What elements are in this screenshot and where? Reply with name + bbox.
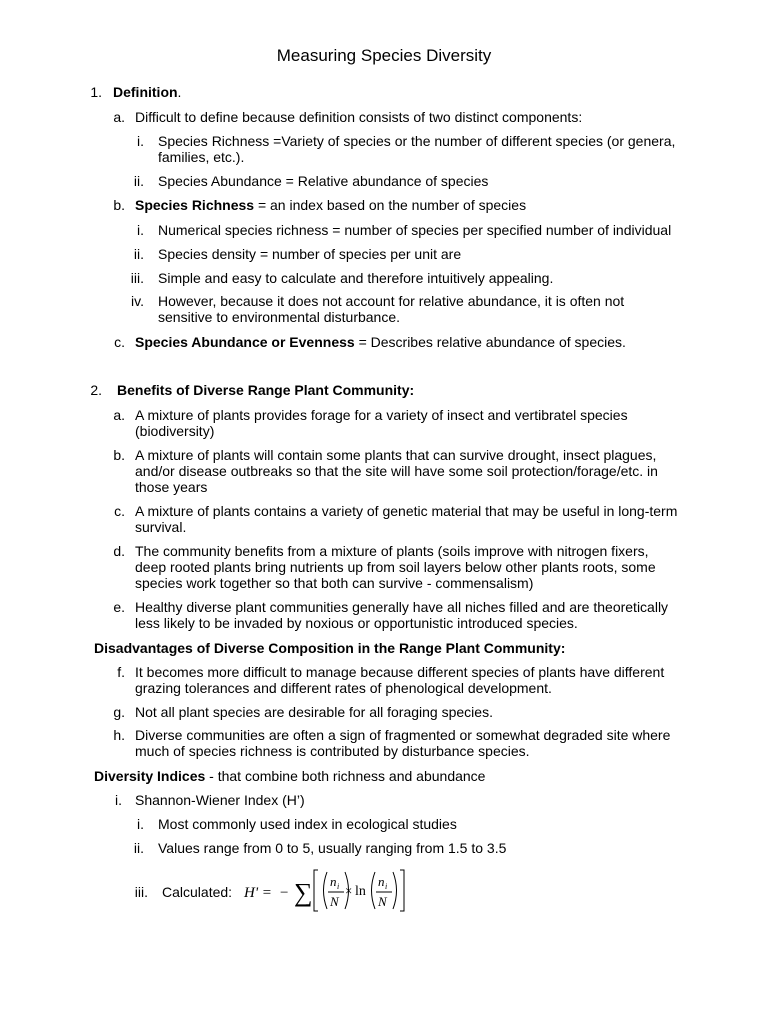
item-2d-line-1: The community benefits from a mixture of plants (soils improve with nitrogen fixers, — [135, 543, 649, 559]
item-1b-iv-label: iv. — [131, 293, 144, 309]
item-1c-bold: Species Abundance or Evenness — [135, 334, 355, 350]
formula-ln: ln — [355, 884, 366, 899]
diversity-indices-line — [94, 768, 485, 784]
item-1b-ii-line-1: Species density = number of species per unit are — [158, 246, 462, 262]
item-1c-text — [135, 334, 626, 350]
item-1b-iv-line-2: sensitive to environmental disturbance. — [158, 309, 401, 325]
formula-right-bracket — [400, 870, 404, 911]
formula-den-2: N — [378, 894, 387, 909]
item-2e-line-2: less likely to be invaded by noxious or opportunistic introduced species. — [135, 615, 578, 631]
item-1b-label: b. — [113, 197, 125, 213]
item-1a-text: Difficult to define because definition consists of two distinct components: — [135, 109, 583, 125]
item-2c-label: c. — [114, 503, 125, 519]
item-2b-label: b. — [113, 447, 125, 463]
shannon-title: Shannon-Wiener Index (H’) — [135, 792, 305, 808]
formula-times: × — [345, 883, 353, 898]
item-2d-label: d. — [113, 543, 125, 559]
item-f-line-2: grazing tolerances and different rates of phenological development. — [135, 680, 552, 696]
item-2e-label: e. — [113, 599, 125, 615]
item-2a-line-1: A mixture of plants provides forage for a variety of insect and vertibratel species — [135, 407, 628, 423]
item-f-label: f. — [117, 664, 125, 680]
shannon-iii-text: Calculated: — [162, 884, 233, 900]
formula-num-2: n — [378, 874, 385, 889]
item-1a-label: a. — [113, 109, 125, 125]
formula-lhs: H' = — [244, 885, 272, 901]
section-1-heading-text: Definition — [113, 84, 178, 100]
formula-right-paren-2 — [393, 872, 397, 909]
item-2c-line-2: survival. — [135, 519, 187, 535]
item-1c-rest: = Describes relative abundance of species. — [354, 334, 626, 350]
shannon-i-label: i. — [137, 816, 144, 832]
diversity-indices-bold: Diversity Indices — [94, 768, 206, 784]
section-1-heading — [113, 84, 181, 100]
formula-sigma: ∑ — [294, 878, 313, 907]
section-1-heading-tail: . — [177, 84, 182, 100]
item-f-line-1: It becomes more difficult to manage because different species of plants have different — [135, 664, 665, 680]
item-1b-text — [135, 197, 526, 213]
formula-left-paren-1 — [324, 872, 328, 909]
formula-left-paren-2 — [372, 872, 376, 909]
shannon-label: i. — [115, 792, 122, 808]
section-1-number: 1. — [90, 84, 102, 100]
formula-num-1: n — [330, 874, 337, 889]
diversity-indices-rest: - that combine both richness and abundance — [205, 768, 486, 784]
formula-sub-2: i — [385, 882, 388, 891]
formula-den-1: N — [330, 894, 339, 909]
section-2-heading: Benefits of Diverse Range Plant Community: — [117, 382, 415, 398]
item-2a-label: a. — [113, 407, 125, 423]
item-g-label: g. — [113, 704, 125, 720]
item-1b-iii-line-1: Simple and easy to calculate and therefore intuitively appealing. — [158, 270, 554, 286]
item-2c-line-1: A mixture of plants contains a variety of genetic material that may be useful in long-term — [135, 503, 678, 519]
shannon-formula — [242, 866, 422, 916]
item-1b-i-line-1: Numerical species richness = number of species per specified number of individual — [158, 222, 672, 238]
item-1c-label: c. — [114, 334, 125, 350]
shannon-iii-label: iii. — [134, 884, 148, 900]
disadvantages-heading: Disadvantages of Diverse Composition in the Range Plant Community: — [94, 640, 566, 656]
item-2b-line-1: A mixture of plants will contain some plants that can survive drought, insect plagues, — [135, 447, 657, 463]
item-2d-line-3: species work together so that both can survive - commensalism) — [135, 575, 534, 591]
item-2b-line-3: those years — [135, 479, 208, 495]
shannon-ii-label: ii. — [133, 840, 144, 856]
document-title: Measuring Species Diversity — [276, 46, 492, 65]
item-2b-line-2: and/or disease outbreaks so that the site will have some soil protection/forage/etc. in — [135, 463, 658, 479]
item-2e-line-1: Healthy diverse plant communities generally have all niches filled and are theoretically — [135, 599, 669, 615]
item-1a-i-label: i. — [137, 133, 144, 149]
item-1a-ii-label: ii. — [133, 173, 144, 189]
item-1a-i-line-2: families, etc.). — [158, 149, 245, 165]
shannon-ii-text: Values range from 0 to 5, usually ranging from 1.5 to 3.5 — [158, 840, 507, 856]
section-2-number: 2. — [90, 382, 102, 398]
shannon-i-text: Most commonly used index in ecological studies — [158, 816, 457, 832]
formula-minus: − — [280, 885, 289, 901]
formula-left-bracket — [314, 870, 318, 911]
item-1a-i-line-1: Species Richness =Variety of species or the number of different species (or genera, — [158, 133, 676, 149]
item-2a-line-2: (biodiversity) — [135, 423, 215, 439]
item-h-line-1: Diverse communities are often a sign of fragmented or somewhat degraded site where — [135, 727, 671, 743]
item-h-label: h. — [113, 727, 125, 743]
item-1a-ii-line-1: Species Abundance = Relative abundance of species — [158, 173, 489, 189]
item-1b-rest: = an index based on the number of species — [254, 197, 527, 213]
formula-sub-1: i — [337, 882, 340, 891]
item-h-line-2: much of species richness is contributed by disturbance species. — [135, 743, 530, 759]
item-1b-iii-label: iii. — [130, 270, 144, 286]
item-g-line-1: Not all plant species are desirable for all foraging species. — [135, 704, 493, 720]
item-1b-ii-label: ii. — [133, 246, 144, 262]
item-1b-bold: Species Richness — [135, 197, 255, 213]
item-2d-line-2: deep rooted plants bring nutrients up from soil layers below other plants roots, some — [135, 559, 656, 575]
item-1b-iv-line-1: However, because it does not account for relative abundance, it is often not — [158, 293, 625, 309]
item-1b-i-label: i. — [137, 222, 144, 238]
